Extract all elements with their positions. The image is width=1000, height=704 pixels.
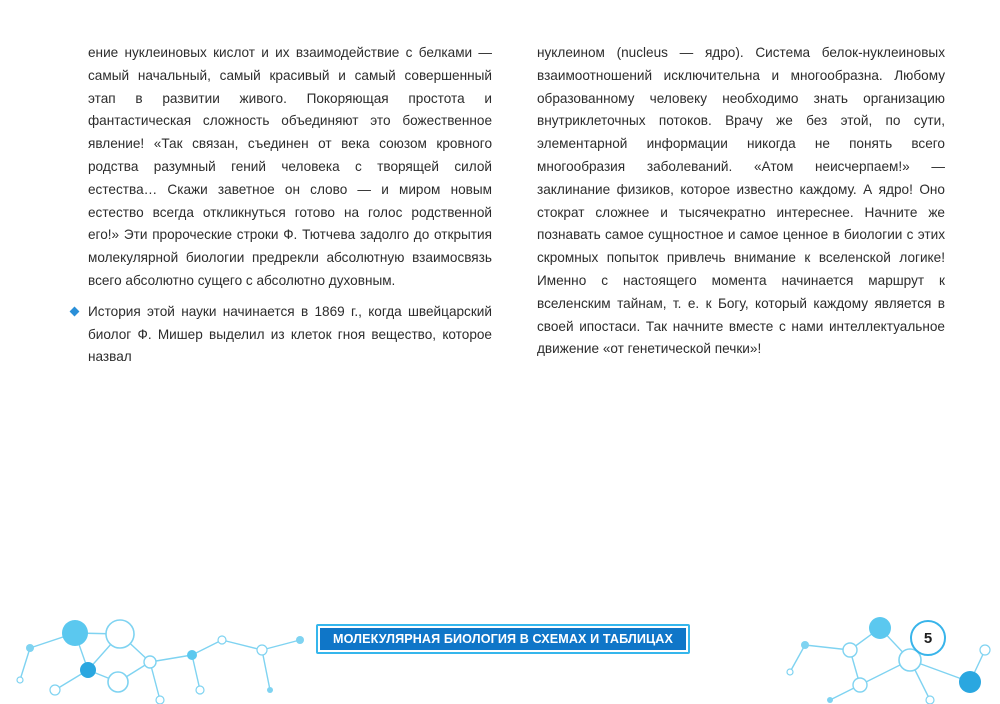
paragraph-continuation: нуклеином (nucleus — ядро). Система белок-нуклеиновых взаимоотношений исключительна и многообразна. Любому образованному человеку необходимо знать организацию внутриклеточных потоков. Врачу же без этой, по сути, элементарной информации никогда не понять всего многообразия заболеваний. «Атом неисчерпаем!» — заклинание физиков, которое известно каждому. А ядро! Оно стократ сложнее и тысячекратно интереснее. Начните же познавать самое сущностное и самое ценное в биологии с этих скромных попыток привлечь внимание к вселенской логике! Именно с настоящего момента начинается маршрут к вселенским тайнам, т. е. к Богу, который каждому является в своей ипостаси. Так начните вместе с нами интеллектуальное движение «от генетической печки»!: [537, 45, 945, 357]
page-number: 5: [910, 620, 946, 656]
book-title: МОЛЕКУЛЯРНАЯ БИОЛОГИЯ В СХЕМАХ И ТАБЛИЦАХ: [332, 632, 673, 646]
paragraph-history-text: История этой науки начинается в 1869 г., когда швейцарский биолог Ф. Мишер выделил из клеток гноя вещество, которое назвал: [88, 303, 492, 365]
molecule-network-icon: [780, 0, 1000, 704]
running-footer-title: [316, 624, 690, 654]
paragraph-intro: ение нуклеиновых кислот и их взаимодействие с белками — самый начальный, самый красивый и самый совершенный этап в развитии живого. Покоряющая простота и фантастическая сложность объединяют это божественное явление! «Так связан, съединен от века союзом кровного родства разумный гений человека с творящей силой естества… Скажи заветное он слово — и миром новым естество всегда откликнуться готово на голос родственной его!» Эти пророческие строки Ф. Тютчева задолго до открытия молекулярной биологии предрекли абсолютную взаимосвязь всего абсолютно сущего с абсолютно духовным.: [88, 45, 492, 288]
molecule-network-icon: [0, 0, 330, 704]
